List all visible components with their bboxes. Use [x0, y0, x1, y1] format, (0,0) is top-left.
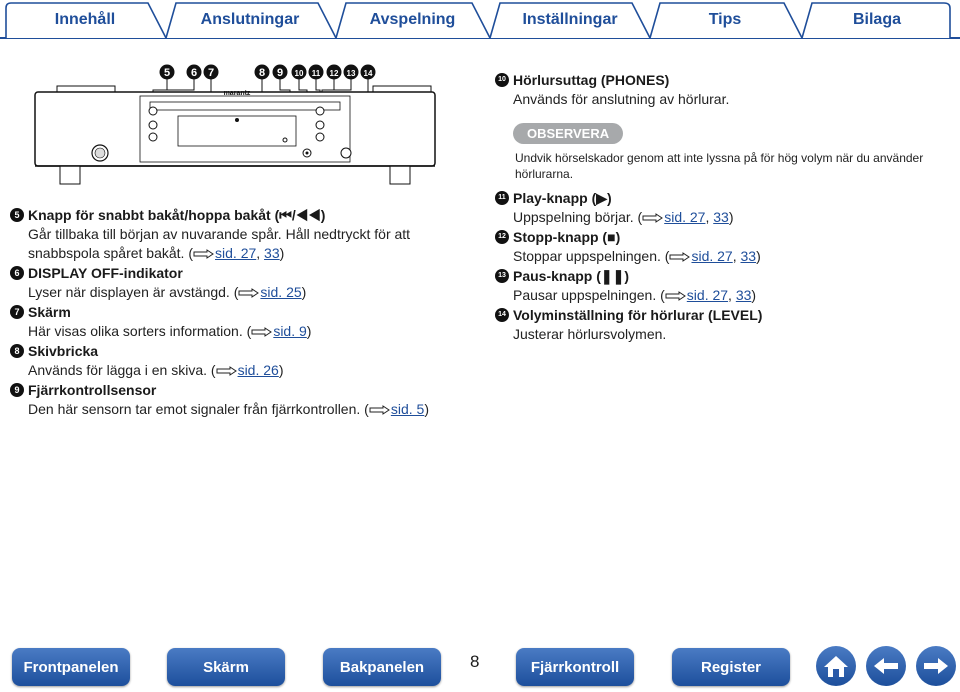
- ref-link-page-33[interactable]: 33: [713, 209, 729, 225]
- badge-6: 6: [10, 266, 24, 280]
- item-10-title: Hörlursuttag (PHONES): [513, 72, 670, 88]
- callout-8-label: 8: [258, 67, 266, 79]
- ref-link-page-9[interactable]: sid. 9: [273, 323, 307, 339]
- pointing-hand-icon: [238, 288, 260, 299]
- ref-close: ): [756, 248, 761, 264]
- tab-tips[interactable]: Tips: [708, 11, 742, 28]
- item-13-title: Paus-knapp (: [513, 268, 601, 284]
- ref-open: (: [637, 209, 643, 225]
- pointing-hand-icon: [642, 213, 664, 224]
- item-8-title: Skivbricka: [28, 343, 99, 359]
- badge-14: 14: [495, 308, 509, 322]
- badge-12: 12: [495, 230, 509, 244]
- item-10: [495, 70, 945, 109]
- item-14-title: Volyminställning för hörlurar (LEVEL): [513, 307, 763, 323]
- nav-fjarrkontroll-button[interactable]: Fjärrkontroll: [516, 648, 634, 686]
- nav-skarm-button[interactable]: Skärm: [167, 648, 285, 686]
- ref-close: ): [424, 401, 429, 417]
- item-14: [495, 305, 945, 344]
- item-8: [10, 341, 450, 380]
- tab-innehall[interactable]: Innehåll: [54, 11, 116, 28]
- callout-13-label: 13: [346, 69, 356, 78]
- item-11-body: Uppspelning börjar.: [513, 209, 634, 225]
- item-10-body: Används för anslutning av hörlurar.: [513, 91, 730, 107]
- ref-link-page-33[interactable]: 33: [735, 287, 752, 303]
- front-panel-illustration: [0, 60, 450, 190]
- item-5-title: Knapp för snabbt bakåt/hoppa bakåt (: [28, 207, 280, 223]
- ref-open: (: [188, 245, 194, 261]
- item-8-body: Används för lägga i en skiva.: [28, 362, 207, 378]
- badge-7: 7: [10, 305, 24, 319]
- badge-11: 11: [495, 191, 509, 205]
- nav-frontpanelen-button[interactable]: Frontpanelen: [12, 648, 130, 686]
- item-6: [10, 263, 450, 302]
- item-9: [10, 380, 450, 419]
- left-descriptions: [10, 205, 450, 419]
- ref-close: ): [728, 209, 734, 225]
- ref-open: (: [660, 287, 665, 303]
- note-label: OBSERVERA: [513, 123, 623, 144]
- badge-13: 13: [495, 269, 509, 283]
- arrow-left-icon: [872, 656, 900, 676]
- tab-avspelning[interactable]: Avspelning: [369, 11, 456, 28]
- pause-icon: ❚❚: [600, 268, 625, 284]
- ref-link-page-27[interactable]: sid. 27: [686, 287, 729, 303]
- callout-9-label: 9: [276, 67, 284, 79]
- nav-register-button[interactable]: Register: [672, 648, 790, 686]
- pointing-hand-icon: [216, 366, 238, 377]
- badge-9: 9: [10, 383, 24, 397]
- ref-link-page-33[interactable]: 33: [264, 245, 280, 261]
- item-9-body: Den här sensorn tar emot signaler från fjärrkontrollen.: [28, 401, 361, 417]
- ref-open: (: [364, 401, 369, 417]
- item-6-title: DISPLAY OFF-indikator: [28, 265, 183, 281]
- tab-installningar[interactable]: Inställningar: [522, 11, 618, 28]
- item-11-title: Play-knapp (: [513, 190, 597, 206]
- callout-10-label: 10: [294, 69, 304, 78]
- item-5: 5 Knapp för snabbt bakåt/hoppa bakåt ( ⏮/◀◀ ) Går tillbaka till början av nuvarande spår. Håll nedtryckt för att snabbspola spåret bakåt. ( sid. 27, 33): [10, 205, 450, 263]
- ref-close: ): [751, 287, 757, 303]
- item-7-body: Här visas olika sorters information.: [28, 323, 243, 339]
- item-13-body: Pausar uppspelningen.: [513, 287, 657, 303]
- ref-open: (: [233, 284, 239, 300]
- item-5-title-end: ): [320, 207, 326, 223]
- play-icon: ▶: [596, 190, 608, 206]
- callout-6-label: 6: [190, 67, 198, 79]
- ref-link-page-33[interactable]: 33: [740, 248, 757, 264]
- ref-open: (: [246, 323, 252, 339]
- callout-7-label: 7: [207, 67, 215, 79]
- item-12: 12 Stopp-knapp ( ■ ) Stoppar uppspelningen. ( sid. 27, 33): [495, 227, 945, 266]
- item-5-body: Går tillbaka till början av nuvarande spår. Håll nedtryckt för att snabbspola spåret bakåt.: [28, 226, 411, 261]
- pointing-hand-icon: [665, 291, 687, 302]
- ref-close: ): [279, 245, 285, 261]
- callout-badges: [160, 65, 376, 80]
- item-7: [10, 302, 450, 341]
- item-12-title-end: ): [615, 229, 621, 245]
- top-tab-bar: [0, 0, 960, 40]
- brand-logo: marantz: [223, 90, 251, 97]
- item-12-body: Stoppar uppspelningen.: [513, 248, 661, 264]
- arrow-right-icon: [922, 656, 950, 676]
- item-13-title-end: ): [624, 268, 630, 284]
- item-7-title: Skärm: [28, 304, 71, 320]
- badge-10: 10: [495, 73, 509, 87]
- stop-icon: ■: [607, 229, 616, 245]
- pointing-hand-icon: [193, 249, 215, 260]
- ref-link-page-27[interactable]: sid. 27: [215, 245, 257, 261]
- item-9-title: Fjärrkontrollsensor: [28, 382, 157, 398]
- page-number: 8: [470, 652, 480, 671]
- ref-open: (: [664, 248, 670, 264]
- item-14-body: Justerar hörlursvolymen.: [513, 326, 667, 342]
- item-11: 11 Play-knapp ( ▶ ) Uppspelning börjar. ( sid. 27, 33): [495, 188, 945, 227]
- home-icon: [823, 654, 849, 678]
- badge-8: 8: [10, 344, 24, 358]
- ref-open: (: [210, 362, 216, 378]
- callout-12-label: 12: [329, 69, 339, 78]
- right-descriptions: [495, 70, 945, 344]
- tab-anslutningar[interactable]: Anslutningar: [200, 11, 300, 28]
- note-box: [495, 109, 945, 182]
- ref-link-page-26[interactable]: sid. 26: [237, 362, 279, 378]
- item-11-title-end: ): [607, 190, 612, 206]
- item-13: 13 Paus-knapp ( ❚❚ ) Pausar uppspelningen. ( sid. 27, 33): [495, 266, 945, 305]
- nav-bakpanelen-button[interactable]: Bakpanelen: [323, 648, 441, 686]
- badge-5: 5: [10, 208, 24, 222]
- ref-close: ): [306, 323, 312, 339]
- ref-close: ): [301, 284, 307, 300]
- ref-link-page-27[interactable]: sid. 27: [691, 248, 733, 264]
- tab-bilaga[interactable]: Bilaga: [852, 11, 901, 28]
- skip-back-icon: ⏮/◀◀: [279, 207, 321, 223]
- callout-11-label: 11: [311, 69, 321, 78]
- callout-5-label: 5: [163, 67, 171, 79]
- home-button[interactable]: [816, 646, 856, 686]
- ref-link-page-5[interactable]: sid. 5: [390, 401, 425, 417]
- item-12-title: Stopp-knapp (: [513, 229, 608, 245]
- item-6-body: Lyser när displayen är avstängd.: [28, 284, 230, 300]
- callout-14-label: 14: [363, 69, 373, 78]
- note-text: Undvik hörselskador genom att inte lyssna på för hög volym när du använder hörlurarna.: [515, 151, 924, 181]
- forward-button[interactable]: [916, 646, 956, 686]
- back-button[interactable]: [866, 646, 906, 686]
- ref-link-page-25[interactable]: sid. 25: [260, 284, 302, 300]
- pointing-hand-icon: [251, 327, 273, 338]
- pointing-hand-icon: [669, 252, 691, 263]
- ref-link-page-27[interactable]: sid. 27: [664, 209, 706, 225]
- ref-close: ): [278, 362, 284, 378]
- pointing-hand-icon: [369, 405, 391, 416]
